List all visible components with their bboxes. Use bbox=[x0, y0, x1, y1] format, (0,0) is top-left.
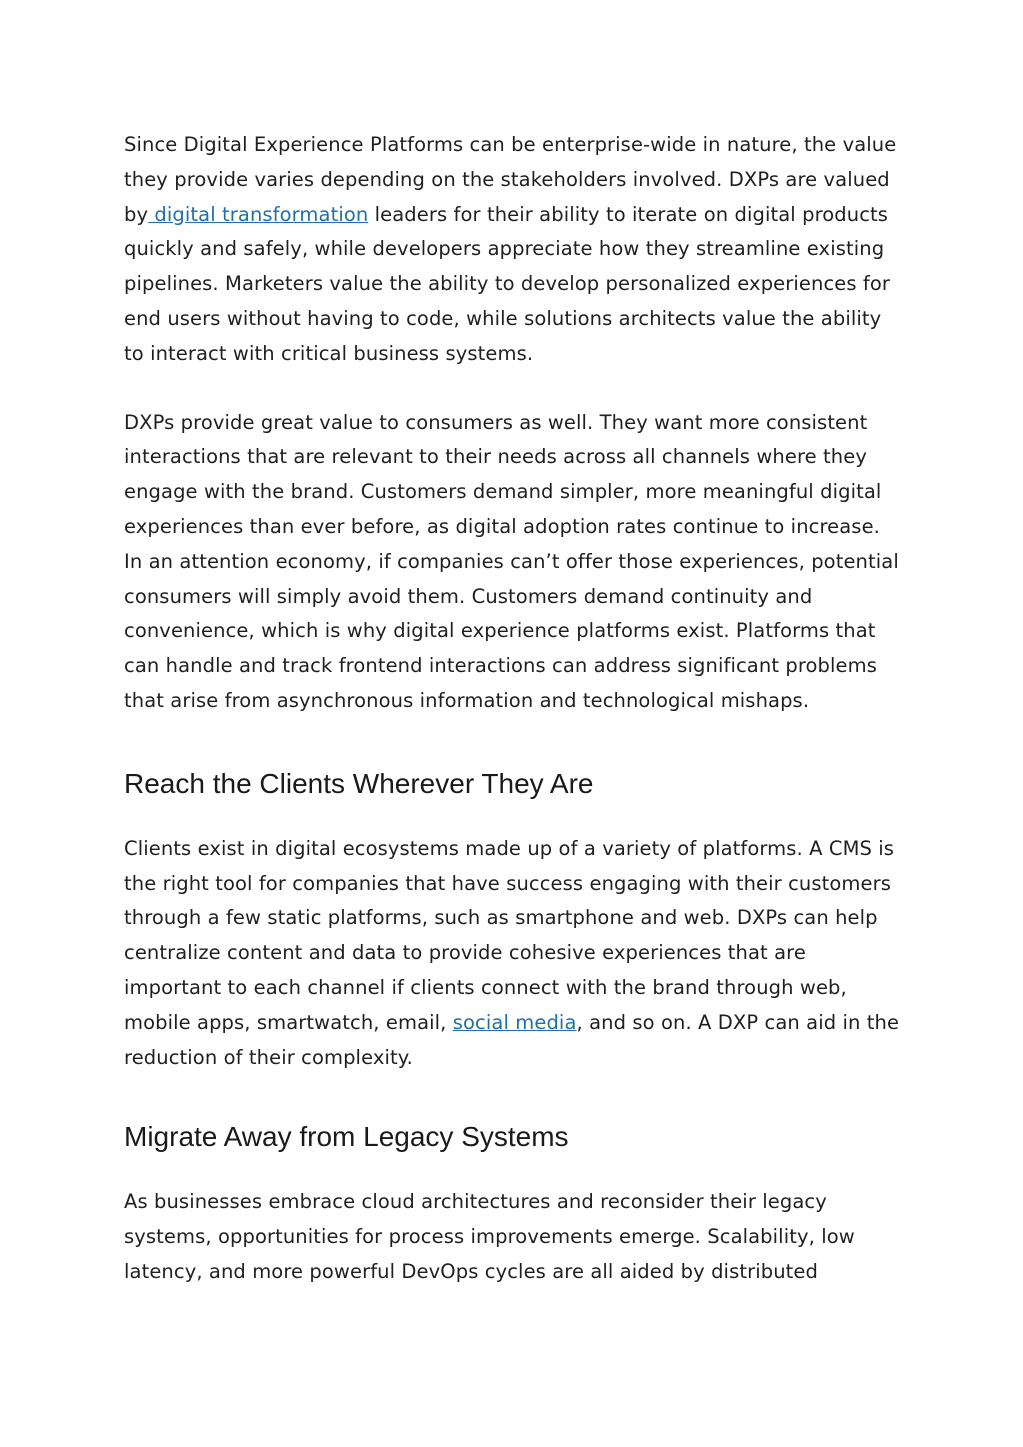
paragraph-text: Since Digital Experience Platforms can be enterprise-wide in nature, the value they provide varies depending on the stakeholders involved. DXPs are valued by bbox=[124, 133, 897, 226]
social-media-link[interactable]: social media bbox=[452, 1010, 577, 1034]
paragraph-text: , and so on. A DXP can aid in the reduction of their complexity. bbox=[124, 1010, 900, 1069]
paragraph-dxp-value bbox=[124, 128, 904, 372]
paragraph-consumer-value: DXPs provide great value to consumers as well. They want more consistent interactions that are relevant to their needs across all channels where they engage with the brand. Customers demand simpler, more meaningful digital experiences than ever before, as digital adoption rates continue to increase. In an attention economy, if companies can’t offer those experiences, potential consumers will simply avoid them. Customers demand continuity and convenience, which is why digital experience platforms exist. Platforms that can handle and track frontend interactions can address significant problems that arise from asynchronous information and technological mishaps. bbox=[124, 410, 899, 712]
paragraph-digital-ecosystems bbox=[124, 832, 904, 1076]
paragraph-cloud-architectures: As businesses embrace cloud architectures and reconsider their legacy systems, opportunities for process improvements emerge. Scalability, low latency, and more powerful DevOps cycles are all aided by distributed bbox=[124, 1190, 855, 1283]
section-heading-reach-clients: Reach the Clients Wherever They Are bbox=[124, 767, 594, 799]
paragraph-text: leaders for their ability to iterate on digital products quickly and safely, while developers appreciate how they streamline existing pipelines. Marketers value the ability to develop personalized experiences for end users without having to code, while solutions architects value the ability to interact with critical business systems. bbox=[124, 202, 891, 365]
digital-transformation-link[interactable]: digital transformation bbox=[148, 202, 369, 226]
section-heading-migrate-legacy: Migrate Away from Legacy Systems bbox=[124, 1121, 569, 1153]
paragraph-text: Clients exist in digital ecosystems made up of a variety of platforms. A CMS is the right tool for companies that have success engaging with their customers through a few static platforms, such as smartphone and web. DXPs can help centralize content and data to provide cohesive experiences that are important to each channel if clients connect with the brand through web, mobile apps, smartwatch, email, bbox=[124, 836, 895, 1034]
document-page bbox=[124, 128, 904, 1290]
